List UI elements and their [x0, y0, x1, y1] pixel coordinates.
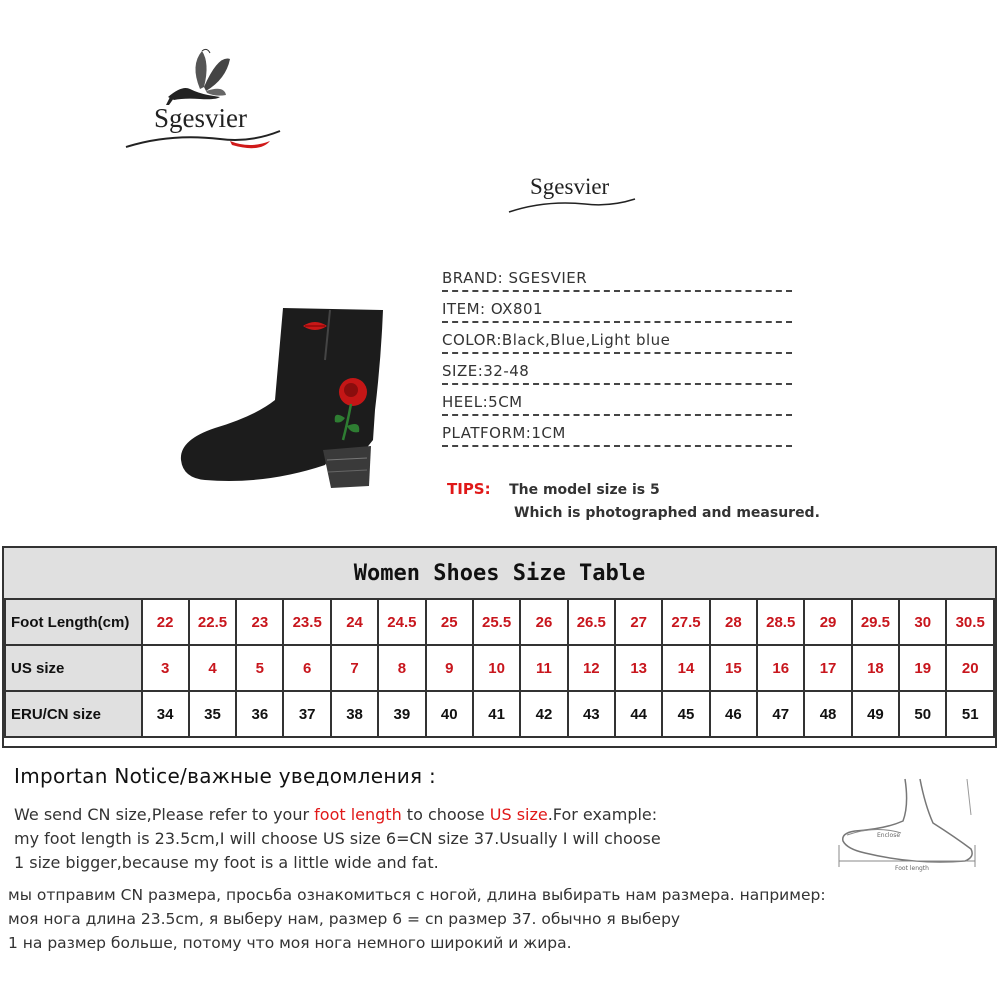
size-cell: 43: [568, 691, 615, 737]
size-cell: 25: [426, 599, 473, 645]
size-cell: 27.5: [662, 599, 709, 645]
size-cell: 7: [331, 645, 378, 691]
size-cell: 29.5: [852, 599, 899, 645]
size-cell: 23: [236, 599, 283, 645]
size-cell: 20: [946, 645, 994, 691]
size-cell: 22.5: [189, 599, 236, 645]
size-cell: 25.5: [473, 599, 520, 645]
size-cell: 34: [142, 691, 189, 737]
size-cell: 49: [852, 691, 899, 737]
size-cell: 8: [378, 645, 425, 691]
size-cell: 45: [662, 691, 709, 737]
notice-ru-line-2: моя нога длина 23.5cm, я выберу нам, размер 6 = cn размер 37. обычно я выберу: [8, 910, 681, 928]
brand-logo-small: [505, 172, 640, 217]
size-cell: 39: [378, 691, 425, 737]
foot-measurement-diagram: [825, 775, 995, 875]
notice-en-text: We send CN size,Please refer to your: [14, 805, 315, 824]
size-cell: 6: [283, 645, 330, 691]
brand-logo-large: [120, 45, 290, 155]
spec-size: SIZE:32-48: [442, 361, 792, 385]
notice-ru-line-3: 1 на размер больше, потому что моя нога немного широкий и жира.: [8, 934, 572, 952]
foot-length-label: Foot length: [895, 865, 929, 872]
size-cell: 4: [189, 645, 236, 691]
notice-title: Importan Notice/важные уведомления :: [14, 764, 437, 788]
ankle-boot-image: [175, 300, 400, 500]
spec-item: ITEM: OX801: [442, 299, 792, 323]
size-cell: 51: [946, 691, 994, 737]
spec-heel: HEEL:5CM: [442, 392, 792, 416]
size-cell: 35: [189, 691, 236, 737]
size-cell: 29: [804, 599, 851, 645]
size-cell: 24: [331, 599, 378, 645]
size-cell: 36: [236, 691, 283, 737]
notice-highlight-us-size: US size: [489, 805, 548, 824]
size-cell: 28: [710, 599, 757, 645]
notice-en-line-2: my foot length is 23.5cm,I will choose US size 6=CN size 37.Usually I will choose: [14, 829, 661, 848]
foot-length-row: [5, 599, 994, 645]
size-cell: 17: [804, 645, 851, 691]
size-cell: 37: [283, 691, 330, 737]
size-cell: 11: [520, 645, 567, 691]
size-cell: 10: [473, 645, 520, 691]
size-cell: 19: [899, 645, 946, 691]
size-cell: 26.5: [568, 599, 615, 645]
logo-small-swoosh: [505, 196, 640, 216]
size-table-title: Women Shoes Size Table: [4, 548, 995, 600]
size-cell: 47: [757, 691, 804, 737]
size-cell: 30.5: [946, 599, 994, 645]
size-cell: 28.5: [757, 599, 804, 645]
tips-line-2: Which is photographed and measured.: [514, 505, 820, 521]
tips-line-1: The model size is 5: [509, 482, 660, 498]
size-cell: 16: [757, 645, 804, 691]
tips-block: [447, 480, 660, 499]
row-header: ERU/CN size: [5, 691, 142, 737]
size-table: [2, 546, 997, 748]
size-cell: 9: [426, 645, 473, 691]
size-cell: 48: [804, 691, 851, 737]
size-cell: 46: [710, 691, 757, 737]
size-cell: 44: [615, 691, 662, 737]
size-cell: 18: [852, 645, 899, 691]
size-table-grid: [4, 598, 995, 738]
notice-en-line-1: [14, 805, 657, 824]
size-cell: 23.5: [283, 599, 330, 645]
notice-en-line-3: 1 size bigger,because my foot is a little wide and fat.: [14, 853, 439, 872]
brand-logo-text: Sgesvier: [154, 103, 247, 133]
notice-highlight-foot-length: foot length: [314, 805, 402, 824]
spec-brand: BRAND: SGESVIER: [442, 268, 792, 292]
size-cell: 5: [236, 645, 283, 691]
size-cell: 42: [520, 691, 567, 737]
spec-platform: PLATFORM:1CM: [442, 423, 792, 447]
notice-en-text: to choose: [401, 805, 490, 824]
size-cell: 22: [142, 599, 189, 645]
size-cell: 12: [568, 645, 615, 691]
size-cell: 3: [142, 645, 189, 691]
size-cell: 38: [331, 691, 378, 737]
size-cell: 13: [615, 645, 662, 691]
eu-cn-size-row: [5, 691, 994, 737]
row-header: US size: [5, 645, 142, 691]
size-cell: 26: [520, 599, 567, 645]
size-cell: 41: [473, 691, 520, 737]
size-cell: 24.5: [378, 599, 425, 645]
notice-ru-line-1: мы отправим CN размера, просьба ознакомиться с ногой, длина выбирать нам размера. например:: [8, 886, 826, 904]
foot-enclose-label: Enclose: [877, 832, 901, 839]
row-header: Foot Length(cm): [5, 599, 142, 645]
butterfly-shoe-icon: [160, 45, 240, 107]
brand-logo-small-text: Sgesvier: [530, 174, 610, 199]
size-cell: 14: [662, 645, 709, 691]
us-size-row: [5, 645, 994, 691]
spec-color: COLOR:Black,Blue,Light blue: [442, 330, 792, 354]
size-cell: 50: [899, 691, 946, 737]
notice-en-text: .For example:: [547, 805, 658, 824]
size-cell: 15: [710, 645, 757, 691]
logo-swoosh: [120, 127, 290, 155]
size-cell: 30: [899, 599, 946, 645]
size-cell: 40: [426, 691, 473, 737]
size-cell: 27: [615, 599, 662, 645]
tips-label: TIPS:: [447, 480, 491, 498]
